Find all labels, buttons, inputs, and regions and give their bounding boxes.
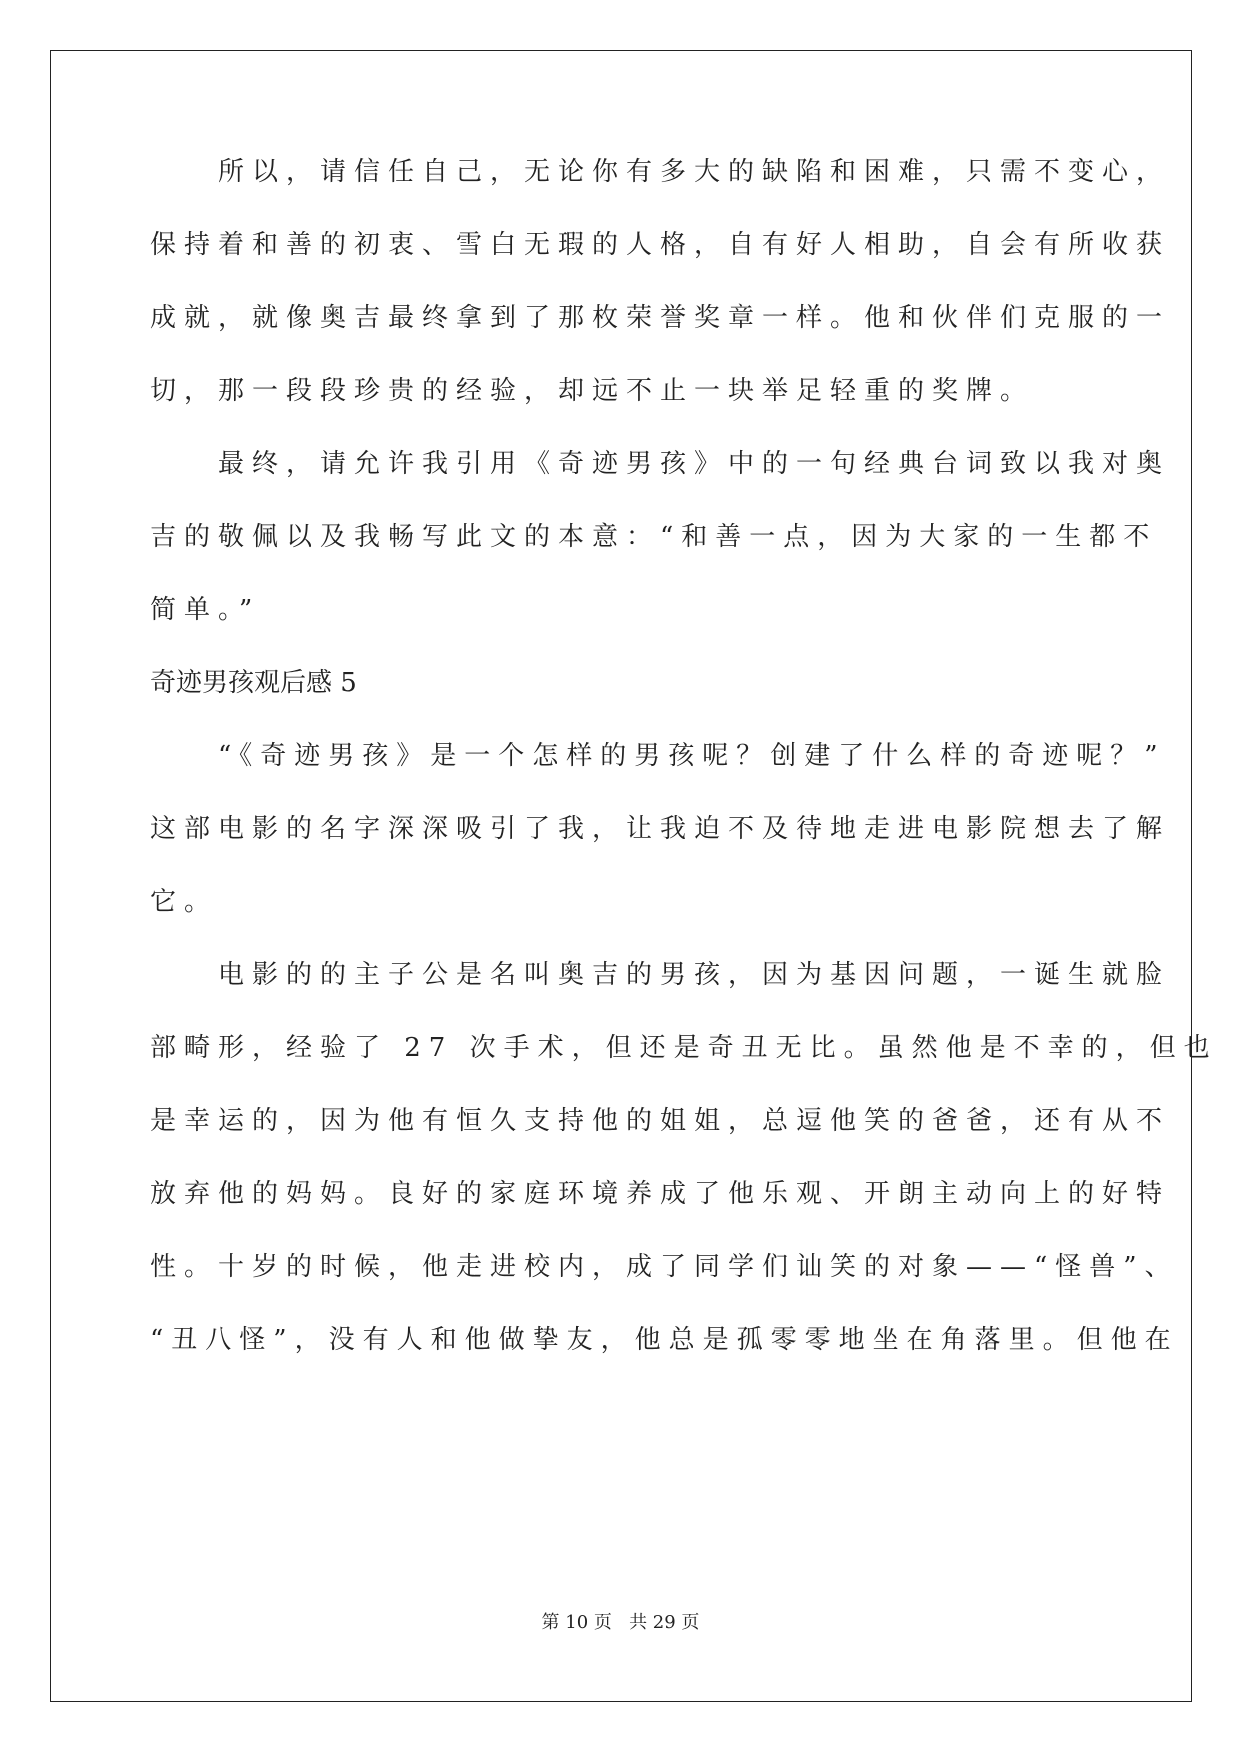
- paragraph-line: “丑八怪”，没有人和他做挚友，他总是孤零零地坐在角落里。但他在: [150, 1325, 1179, 1355]
- paragraph-line: 它。: [150, 887, 219, 917]
- paragraph-line: 吉的敬佩以及我畅写此文的本意：“和善一点，因为大家的一生都不: [150, 522, 1158, 552]
- total-page-count: 共 29 页: [629, 1612, 700, 1633]
- paragraph-line: 成就，就像奥吉最终拿到了那枚荣誉奖章一样。他和伙伴们克服的一: [150, 303, 1171, 333]
- section-heading: 奇迹男孩观后感 5: [150, 668, 357, 698]
- paragraph-line: 部畸形，经验了 27 次手术，但还是奇丑无比。虽然他是不幸的，但也: [150, 1033, 1218, 1063]
- paragraph-line: 保持着和善的初衷、雪白无瑕的人格，自有好人相助，自会有所收获: [150, 230, 1171, 260]
- paragraph-line: 切，那一段段珍贵的经验，却远不止一块举足轻重的奖牌。: [150, 376, 1035, 406]
- page-footer: [0, 1608, 1241, 1634]
- paragraph-line: 电影的的主子公是名叫奥吉的男孩，因为基因问题，一诞生就脸: [150, 960, 1171, 990]
- page-border: [50, 50, 1218, 1702]
- paragraph-line: 简单。”: [150, 595, 261, 625]
- paragraph-line: 放弃他的妈妈。良好的家庭环境养成了他乐观、开朗主动向上的好特: [150, 1179, 1171, 1209]
- paragraph-line: “《奇迹男孩》是一个怎样的男孩呢？创建了什么样的奇迹呢？”: [150, 741, 1166, 771]
- paragraph-line: 这部电影的名字深深吸引了我，让我迫不及待地走进电影院想去了解: [150, 814, 1171, 844]
- paragraph-line: 是幸运的，因为他有恒久支持他的姐姐，总逗他笑的爸爸，还有从不: [150, 1106, 1171, 1136]
- paragraph-line: 性。十岁的时候，他走进校内，成了同学们讪笑的对象——“怪兽”、: [150, 1252, 1179, 1282]
- paragraph-line: 所以，请信任自己，无论你有多大的缺陷和困难，只需不变心，: [150, 157, 1171, 187]
- current-page-number: 第 10 页: [541, 1612, 612, 1633]
- paragraph-line: 最终，请允许我引用《奇迹男孩》中的一句经典台词致以我对奥: [150, 449, 1171, 479]
